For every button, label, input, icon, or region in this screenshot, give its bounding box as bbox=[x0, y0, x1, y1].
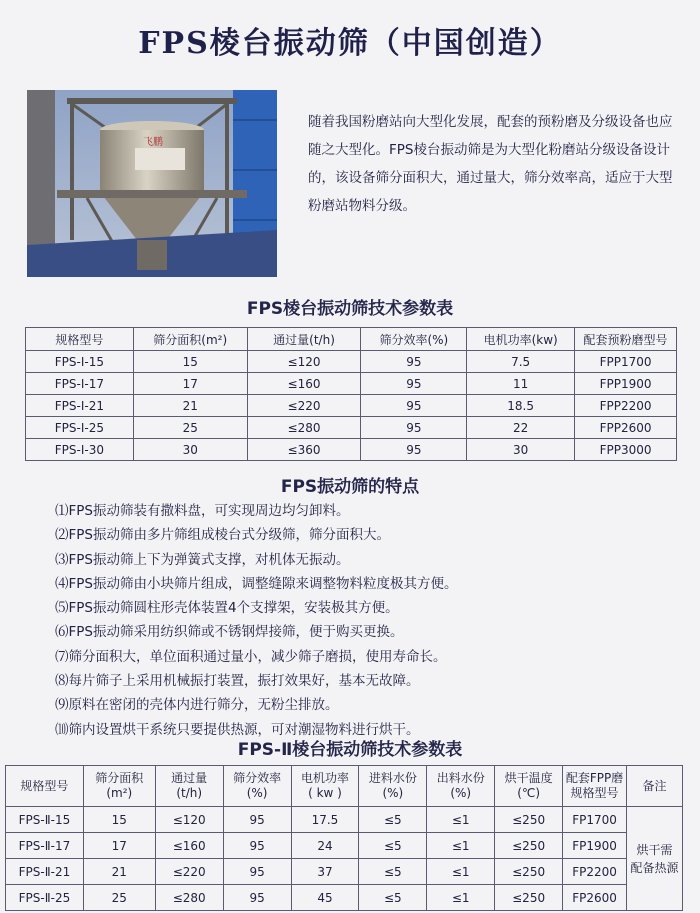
table-cell: FPS-Ⅱ-15 bbox=[6, 807, 84, 833]
table-cell: FP2200 bbox=[563, 859, 627, 885]
page-title: FPS棱台振动筛（中国创造） bbox=[138, 26, 562, 61]
table-row bbox=[26, 351, 677, 373]
table-cell: ≤1 bbox=[427, 833, 495, 859]
table-header: 通过量 (t/h) bbox=[155, 766, 223, 807]
table-cell: ≤360 bbox=[247, 439, 361, 461]
table-cell: 95 bbox=[223, 859, 291, 885]
table-header: 筛分面积(m²) bbox=[133, 328, 247, 351]
table-cell: ≤5 bbox=[359, 859, 427, 885]
table-row bbox=[26, 373, 677, 395]
table-cell: ≤160 bbox=[155, 833, 223, 859]
table-cell: 17.5 bbox=[291, 807, 359, 833]
table-cell: FPS-I-17 bbox=[26, 373, 134, 395]
table-cell: 25 bbox=[133, 417, 247, 439]
table-cell: 95 bbox=[223, 885, 291, 911]
table-cell: ≤1 bbox=[427, 859, 495, 885]
photo-sign-text: 飞鹏 bbox=[143, 137, 163, 148]
table-cell: 37 bbox=[291, 859, 359, 885]
list-item: ⑽筛内设置烘干系统只要提供热源，可对潮湿物料进行烘干。 bbox=[55, 721, 420, 738]
table-cell: FPS-I-25 bbox=[26, 417, 134, 439]
list-item: ⑶FPS振动筛上下为弹簧式支撑，对机体无振动。 bbox=[55, 551, 350, 568]
table-header: 筛分效率(%) bbox=[361, 328, 467, 351]
table-cell: FP2600 bbox=[563, 885, 627, 911]
spec-table-2 bbox=[5, 765, 683, 911]
table-cell: 17 bbox=[133, 373, 247, 395]
table-header: 进料水份 (%) bbox=[359, 766, 427, 807]
table-cell: FPP2200 bbox=[575, 395, 677, 417]
list-item: ⑷FPS振动筛由小块筛片组成，调整缝隙来调整物料粒度极其方便。 bbox=[55, 575, 458, 592]
spec-table-1 bbox=[25, 327, 677, 461]
equipment-photo bbox=[27, 90, 277, 277]
table-header: 规格型号 bbox=[26, 328, 134, 351]
list-item: ⑺筛分面积大，单位面积通过量小，减少筛子磨损，使用寿命长。 bbox=[55, 648, 447, 665]
table-cell: ≤120 bbox=[247, 351, 361, 373]
table-cell: 45 bbox=[291, 885, 359, 911]
table-cell: 21 bbox=[83, 859, 155, 885]
table-cell: FP1900 bbox=[563, 833, 627, 859]
table-cell: ≤250 bbox=[495, 807, 563, 833]
table-cell: FPS-I-15 bbox=[26, 351, 134, 373]
table-cell: FP1700 bbox=[563, 807, 627, 833]
table-cell: 22 bbox=[467, 417, 575, 439]
table-cell: 15 bbox=[83, 807, 155, 833]
table-cell: FPP2600 bbox=[575, 417, 677, 439]
table-cell: 25 bbox=[83, 885, 155, 911]
table-cell: 15 bbox=[133, 351, 247, 373]
list-item: ⑴FPS振动筛装有撒料盘，可实现周边均匀卸料。 bbox=[55, 503, 350, 519]
vibrating-screen-illustration bbox=[27, 90, 277, 277]
table-header: 通过量(t/h) bbox=[247, 328, 361, 351]
table-cell: 95 bbox=[223, 807, 291, 833]
table-header: 电机功率 ( kw ) bbox=[291, 766, 359, 807]
table-cell: ≤220 bbox=[155, 859, 223, 885]
table-cell: ≤1 bbox=[427, 807, 495, 833]
table-header: 烘干温度 (℃) bbox=[495, 766, 563, 807]
table-header: 筛分效率 (%) bbox=[223, 766, 291, 807]
table-cell: 18.5 bbox=[467, 395, 575, 417]
features-title: FPS振动筛的特点 bbox=[280, 477, 420, 497]
table-cell: ≤280 bbox=[247, 417, 361, 439]
table-cell: ≤120 bbox=[155, 807, 223, 833]
table-row bbox=[6, 833, 683, 859]
table-cell: FPP3000 bbox=[575, 439, 677, 461]
table-header: 配套预粉磨型号 bbox=[575, 328, 677, 351]
table-row bbox=[6, 885, 683, 911]
table-cell: FPS-Ⅱ-21 bbox=[6, 859, 84, 885]
table-cell: 11 bbox=[467, 373, 575, 395]
list-item: ⑵FPS振动筛由多片筛组成棱台式分级筛，筛分面积大。 bbox=[55, 527, 390, 544]
table-cell: ≤250 bbox=[495, 833, 563, 859]
table-cell: 17 bbox=[83, 833, 155, 859]
list-item: ⑸FPS振动筛圆柱形壳体装置4个支撑架，安装极其方便。 bbox=[55, 600, 399, 617]
table-row bbox=[26, 395, 677, 417]
table-cell: ≤1 bbox=[427, 885, 495, 911]
table-header-row bbox=[6, 766, 683, 807]
table-cell: 7.5 bbox=[467, 351, 575, 373]
table-cell: ≤250 bbox=[495, 859, 563, 885]
table-cell: ≤5 bbox=[359, 833, 427, 859]
table-cell: ≤5 bbox=[359, 885, 427, 911]
table-cell: 95 bbox=[361, 395, 467, 417]
table2-title: FPS-Ⅱ棱台振动筛技术参数表 bbox=[237, 740, 463, 760]
table-cell: ≤250 bbox=[495, 885, 563, 911]
table-header: 配套FPP磨 规格型号 bbox=[563, 766, 627, 807]
table-row bbox=[26, 417, 677, 439]
table-cell: 21 bbox=[133, 395, 247, 417]
table-header: 备注 bbox=[627, 766, 683, 807]
table-row bbox=[26, 439, 677, 461]
table1-title: FPS棱台振动筛技术参数表 bbox=[246, 299, 454, 319]
table-cell: FPS-I-21 bbox=[26, 395, 134, 417]
table-cell: FPS-Ⅱ-17 bbox=[6, 833, 84, 859]
table-header: 规格型号 bbox=[6, 766, 84, 807]
note-cell: 烘干需 配备热源 bbox=[627, 807, 683, 911]
table-cell: 95 bbox=[361, 439, 467, 461]
table-cell: 95 bbox=[361, 351, 467, 373]
table-row bbox=[6, 859, 683, 885]
table-row bbox=[6, 807, 683, 833]
table-cell: 95 bbox=[223, 833, 291, 859]
features-list bbox=[55, 499, 685, 742]
list-item: ⑼原料在密闭的壳体内进行筛分，无粉尘排放。 bbox=[55, 697, 339, 714]
table-cell: ≤5 bbox=[359, 807, 427, 833]
table-cell: ≤220 bbox=[247, 395, 361, 417]
list-item: ⑹FPS振动筛采用纺织筛或不锈钢焊接筛，便于购买更换。 bbox=[55, 624, 404, 641]
table-cell: 30 bbox=[133, 439, 247, 461]
table-cell: ≤280 bbox=[155, 885, 223, 911]
table-cell: 30 bbox=[467, 439, 575, 461]
table-cell: 95 bbox=[361, 373, 467, 395]
intro-paragraph: 随着我国粉磨站向大型化发展，配套的预粉磨及分级设备也应随之大型化。FPS棱台振动筛是为大型化粉磨站分级设备设计的，该设备筛分面积大，通过量大，筛分效率高，适应于大型粉磨站物料分级。 bbox=[308, 114, 673, 214]
table-cell: ≤160 bbox=[247, 373, 361, 395]
list-item: ⑻每片筛子上采用机械振打装置，振打效果好，基本无故障。 bbox=[55, 673, 420, 690]
table-header: 电机功率(kw) bbox=[467, 328, 575, 351]
table-cell: FPP1900 bbox=[575, 373, 677, 395]
table-cell: FPS-I-30 bbox=[26, 439, 134, 461]
table-header: 筛分面积 (m²) bbox=[83, 766, 155, 807]
table-cell: FPS-Ⅱ-25 bbox=[6, 885, 84, 911]
table-cell: 24 bbox=[291, 833, 359, 859]
table-cell: 95 bbox=[361, 417, 467, 439]
table-cell: FPP1700 bbox=[575, 351, 677, 373]
table-header: 出料水份 (%) bbox=[427, 766, 495, 807]
table-header-row bbox=[26, 328, 677, 351]
